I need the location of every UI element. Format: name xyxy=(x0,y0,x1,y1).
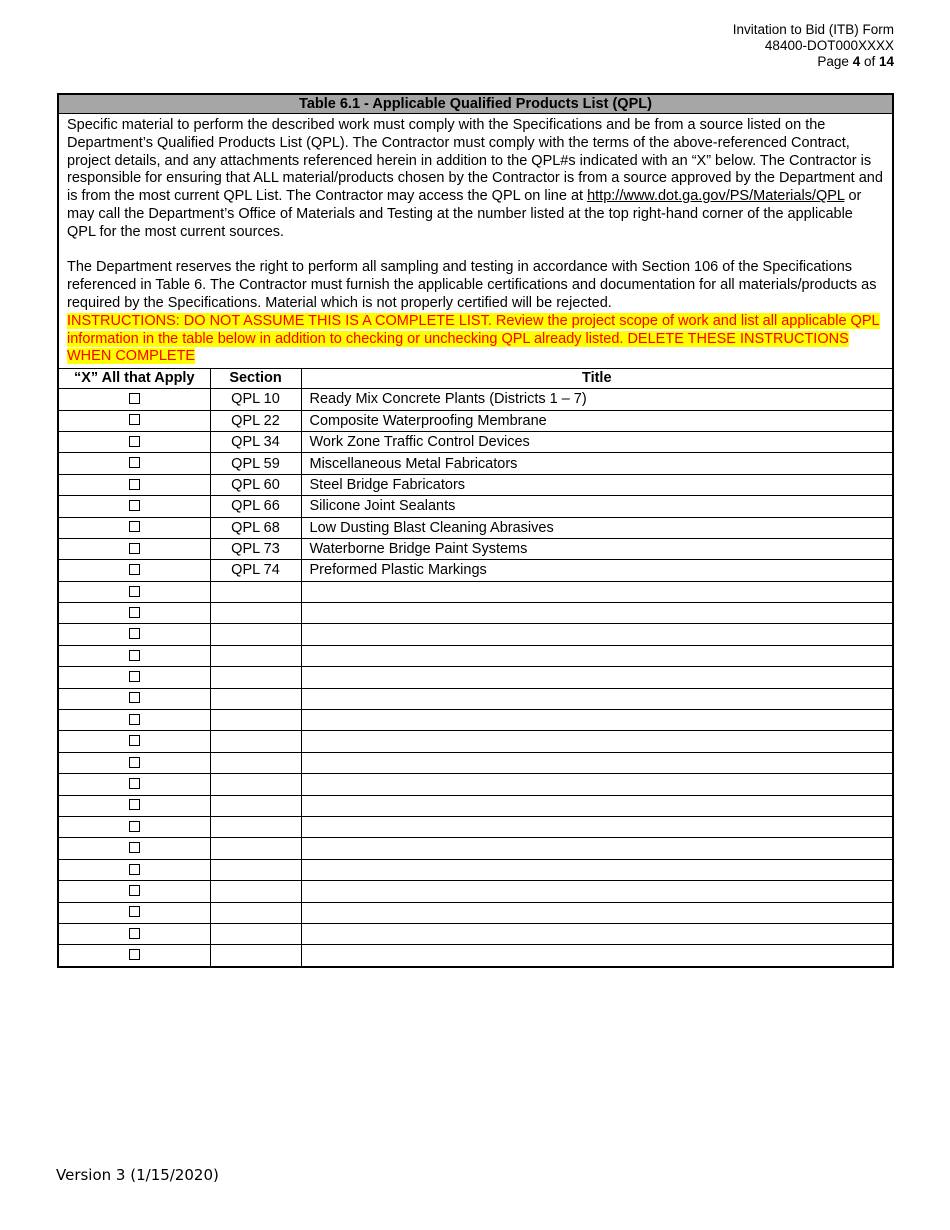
table-intro xyxy=(58,114,893,369)
apply-cell xyxy=(58,431,210,452)
title-cell: Ready Mix Concrete Plants (Districts 1 – 7) xyxy=(301,389,893,410)
section-cell xyxy=(210,581,301,602)
table-title: Table 6.1 - Applicable Qualified Products List (QPL) xyxy=(58,94,893,114)
table-row xyxy=(58,752,893,773)
title-cell xyxy=(301,645,893,666)
section-cell: QPL 66 xyxy=(210,496,301,517)
table-row xyxy=(58,560,893,581)
section-cell: QPL 73 xyxy=(210,538,301,559)
table-row xyxy=(58,453,893,474)
table-row xyxy=(58,859,893,880)
table-row xyxy=(58,795,893,816)
section-cell: QPL 74 xyxy=(210,560,301,581)
apply-checkbox[interactable] xyxy=(129,650,140,661)
apply-cell xyxy=(58,603,210,624)
section-cell xyxy=(210,710,301,731)
apply-cell xyxy=(58,710,210,731)
table-row xyxy=(58,581,893,602)
column-header-section: Section xyxy=(210,369,301,389)
apply-cell xyxy=(58,453,210,474)
apply-cell xyxy=(58,410,210,431)
section-cell xyxy=(210,816,301,837)
apply-checkbox[interactable] xyxy=(129,928,140,939)
table-row xyxy=(58,496,893,517)
apply-checkbox[interactable] xyxy=(129,607,140,618)
apply-checkbox[interactable] xyxy=(129,714,140,725)
intro-paragraph-1: Specific material to perform the described work must comply with the Specifications and be from a source listed on the Department’s Qualified Products List (QPL). The Contractor must comply with the terms of the above-referenced Contract, project details, and any attachments referenced herein in addition to the QPL#s indicated with an “X” below. The Contractor is responsible for ensuring that ALL material/products chosen by the Contractor is from a source approved by the Department and is from the most current QPL List. The Contractor may access the QPL on line at http://www.dot.ga.gov/PS/Materials/QPL or may call the Department’s Office of Materials and Testing at the number listed at the top right-hand corner of the applicable QPL for the most current sources. xyxy=(67,117,883,240)
apply-checkbox[interactable] xyxy=(129,821,140,832)
table-row xyxy=(58,902,893,923)
table-row xyxy=(58,410,893,431)
title-cell: Preformed Plastic Markings xyxy=(301,560,893,581)
table-row xyxy=(58,838,893,859)
title-cell xyxy=(301,624,893,645)
section-cell xyxy=(210,859,301,880)
apply-cell xyxy=(58,774,210,795)
table-row xyxy=(58,645,893,666)
apply-checkbox[interactable] xyxy=(129,778,140,789)
table-body xyxy=(58,389,893,967)
title-cell xyxy=(301,945,893,967)
section-cell xyxy=(210,838,301,859)
table-row xyxy=(58,517,893,538)
column-header-title: Title xyxy=(301,369,893,389)
apply-cell xyxy=(58,752,210,773)
section-cell xyxy=(210,795,301,816)
page-number: Page 4 of 14 xyxy=(817,54,894,69)
section-cell: QPL 60 xyxy=(210,474,301,495)
form-title: Invitation to Bid (ITB) Form xyxy=(732,22,894,37)
apply-cell xyxy=(58,795,210,816)
section-cell: QPL 34 xyxy=(210,431,301,452)
qpl-table xyxy=(57,93,894,968)
apply-checkbox[interactable] xyxy=(129,628,140,639)
title-cell: Work Zone Traffic Control Devices xyxy=(301,431,893,452)
apply-cell xyxy=(58,517,210,538)
section-cell xyxy=(210,945,301,967)
section-cell xyxy=(210,902,301,923)
title-cell xyxy=(301,816,893,837)
apply-checkbox[interactable] xyxy=(129,564,140,575)
apply-checkbox[interactable] xyxy=(129,436,140,447)
title-cell xyxy=(301,795,893,816)
table-row xyxy=(58,538,893,559)
title-cell xyxy=(301,731,893,752)
apply-cell xyxy=(58,581,210,602)
table-row xyxy=(58,923,893,944)
title-cell xyxy=(301,774,893,795)
apply-cell xyxy=(58,923,210,944)
title-cell xyxy=(301,838,893,859)
section-cell: QPL 10 xyxy=(210,389,301,410)
apply-checkbox[interactable] xyxy=(129,500,140,511)
apply-checkbox[interactable] xyxy=(129,393,140,404)
table-row xyxy=(58,774,893,795)
table-row xyxy=(58,816,893,837)
section-cell xyxy=(210,774,301,795)
table-row xyxy=(58,431,893,452)
title-cell xyxy=(301,859,893,880)
apply-checkbox[interactable] xyxy=(129,521,140,532)
section-cell xyxy=(210,881,301,902)
table-row xyxy=(58,710,893,731)
title-cell xyxy=(301,923,893,944)
form-number: 48400-DOT000XXXX xyxy=(764,38,894,53)
section-cell xyxy=(210,923,301,944)
title-cell: Steel Bridge Fabricators xyxy=(301,474,893,495)
section-cell xyxy=(210,731,301,752)
table-row xyxy=(58,603,893,624)
section-cell xyxy=(210,624,301,645)
section-cell xyxy=(210,688,301,709)
apply-cell xyxy=(58,902,210,923)
table-row xyxy=(58,474,893,495)
title-cell xyxy=(301,688,893,709)
apply-checkbox[interactable] xyxy=(129,671,140,682)
table-row xyxy=(58,667,893,688)
section-cell xyxy=(210,603,301,624)
apply-cell xyxy=(58,945,210,967)
apply-cell xyxy=(58,859,210,880)
apply-cell xyxy=(58,538,210,559)
apply-checkbox[interactable] xyxy=(129,799,140,810)
title-cell: Silicone Joint Sealants xyxy=(301,496,893,517)
apply-cell xyxy=(58,838,210,859)
apply-cell xyxy=(58,667,210,688)
section-cell: QPL 68 xyxy=(210,517,301,538)
title-cell xyxy=(301,752,893,773)
apply-checkbox[interactable] xyxy=(129,692,140,703)
apply-checkbox[interactable] xyxy=(129,842,140,853)
table-row xyxy=(58,945,893,967)
apply-cell xyxy=(58,881,210,902)
title-cell: Low Dusting Blast Cleaning Abrasives xyxy=(301,517,893,538)
column-header-apply: “X” All that Apply xyxy=(58,369,210,389)
title-cell xyxy=(301,667,893,688)
apply-cell xyxy=(58,560,210,581)
qpl-link[interactable]: http://www.dot.ga.gov/PS/Materials/QPL xyxy=(587,188,845,205)
section-cell xyxy=(210,667,301,688)
apply-cell xyxy=(58,816,210,837)
table-row xyxy=(58,881,893,902)
table-row xyxy=(58,389,893,410)
apply-checkbox[interactable] xyxy=(129,735,140,746)
intro-paragraph-2: The Department reserves the right to perform all sampling and testing in accordance with Section 106 of the Specifications referenced in Table 6. The Contractor must furnish the applicable certifications and documentation for all materials/products as required by the Specifications. Material which is not properly certified will be rejected. xyxy=(67,259,877,311)
title-cell: Composite Waterproofing Membrane xyxy=(301,410,893,431)
apply-checkbox[interactable] xyxy=(129,864,140,875)
apply-cell xyxy=(58,688,210,709)
apply-cell xyxy=(58,474,210,495)
apply-checkbox[interactable] xyxy=(129,457,140,468)
table-row xyxy=(58,688,893,709)
section-cell: QPL 22 xyxy=(210,410,301,431)
apply-checkbox[interactable] xyxy=(129,479,140,490)
apply-cell xyxy=(58,624,210,645)
apply-checkbox[interactable] xyxy=(129,586,140,597)
apply-cell xyxy=(58,645,210,666)
title-cell xyxy=(301,881,893,902)
apply-checkbox[interactable] xyxy=(129,885,140,896)
title-cell: Miscellaneous Metal Fabricators xyxy=(301,453,893,474)
title-cell: Waterborne Bridge Paint Systems xyxy=(301,538,893,559)
title-cell xyxy=(301,603,893,624)
table-row xyxy=(58,731,893,752)
title-cell xyxy=(301,902,893,923)
page-header xyxy=(733,22,894,70)
section-cell: QPL 59 xyxy=(210,453,301,474)
section-cell xyxy=(210,645,301,666)
title-cell xyxy=(301,581,893,602)
apply-checkbox[interactable] xyxy=(129,414,140,425)
apply-checkbox[interactable] xyxy=(129,757,140,768)
title-cell xyxy=(301,710,893,731)
apply-cell xyxy=(58,731,210,752)
table-row xyxy=(58,624,893,645)
apply-checkbox[interactable] xyxy=(129,543,140,554)
apply-checkbox[interactable] xyxy=(129,906,140,917)
apply-cell xyxy=(58,389,210,410)
section-cell xyxy=(210,752,301,773)
version-footer: Version 3 (1/15/2020) xyxy=(56,1166,219,1184)
apply-cell xyxy=(58,496,210,517)
apply-checkbox[interactable] xyxy=(129,949,140,960)
instructions-note: INSTRUCTIONS: DO NOT ASSUME THIS IS A COMPLETE LIST. Review the project scope of work and list all applicable QPL information in the table below in addition to checking or unchecking QPL already listed. DELETE THESE INSTRUCTIONS WHEN COMPLETE xyxy=(67,312,880,365)
